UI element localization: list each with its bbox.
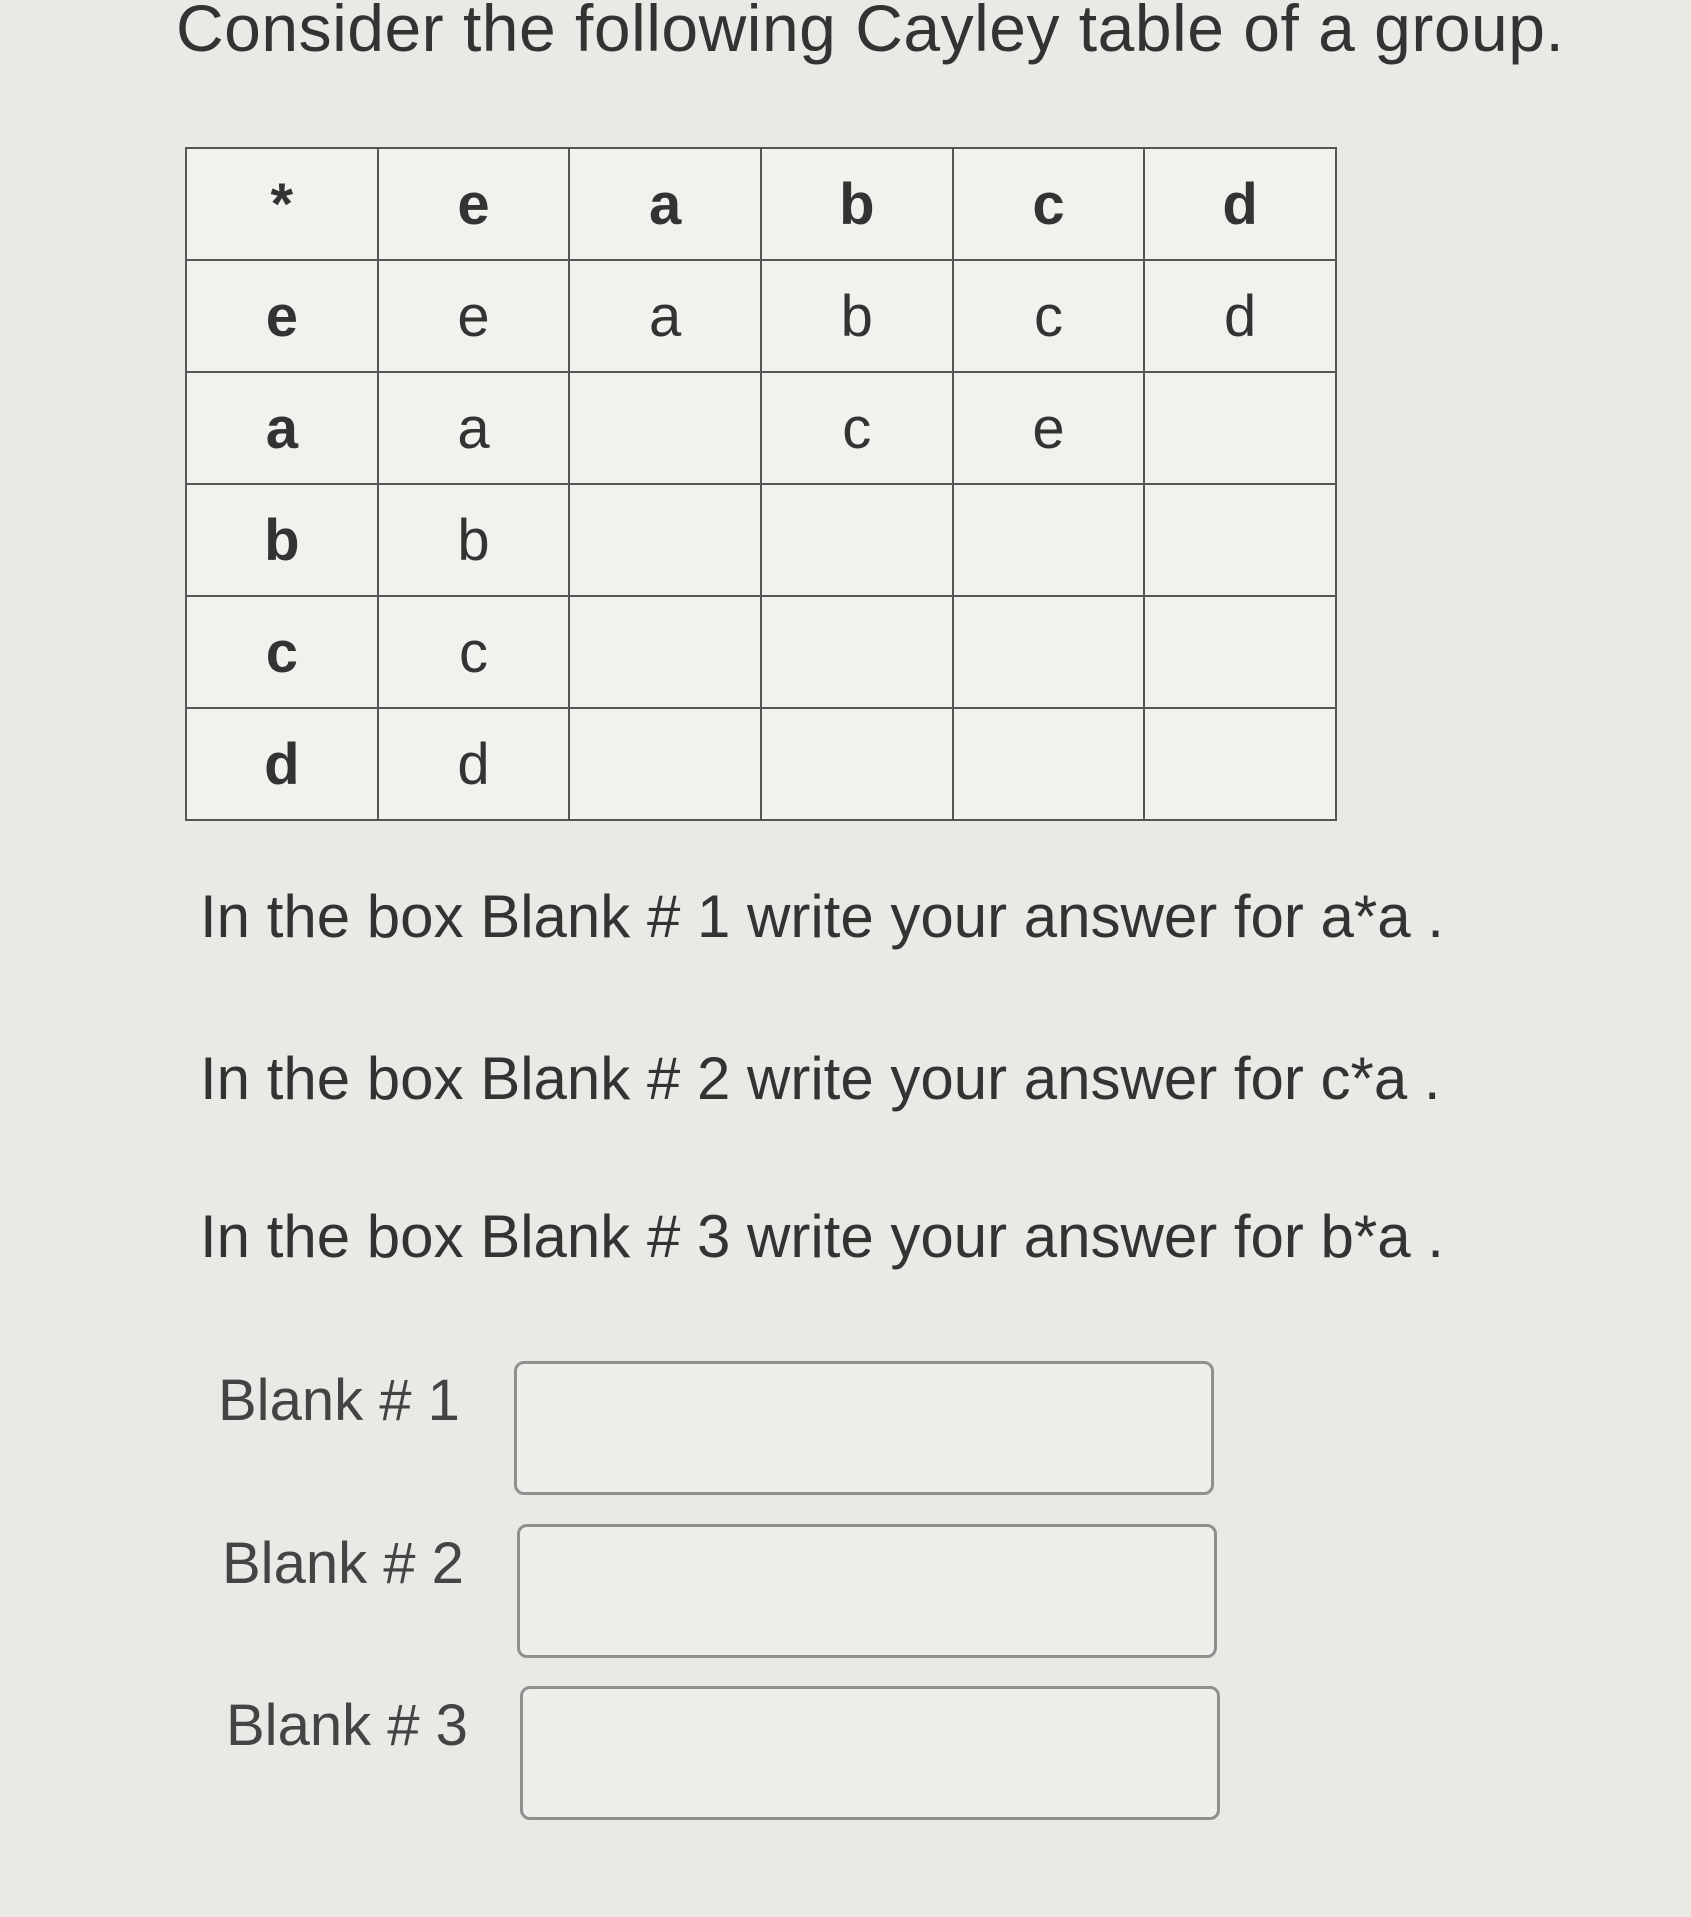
blank-2-label: Blank # 2 xyxy=(222,1531,464,1596)
table-cell: e xyxy=(378,260,570,372)
table-cell: c xyxy=(378,596,570,708)
table-cell-empty xyxy=(761,708,953,820)
blank-1-label: Blank # 1 xyxy=(218,1368,460,1433)
table-cell-empty xyxy=(761,596,953,708)
row-header-c: c xyxy=(186,596,378,708)
table-cell-empty xyxy=(569,372,761,484)
table-cell: d xyxy=(1144,260,1336,372)
operation-symbol-header: * xyxy=(186,148,378,260)
question-title: Consider the following Cayley table of a group. xyxy=(176,0,1565,65)
table-cell-empty xyxy=(761,484,953,596)
table-row-b xyxy=(186,484,1336,596)
table-cell-empty xyxy=(569,708,761,820)
table-cell: a xyxy=(378,372,570,484)
table-row-a xyxy=(186,372,1336,484)
column-header-c: c xyxy=(953,148,1145,260)
table-cell: c xyxy=(761,372,953,484)
table-cell-empty xyxy=(569,596,761,708)
table-row-c xyxy=(186,596,1336,708)
row-header-b: b xyxy=(186,484,378,596)
instruction-blank-3: In the box Blank # 3 write your answer for b*a . xyxy=(200,1203,1444,1270)
table-row-d xyxy=(186,708,1336,820)
table-row-e xyxy=(186,260,1336,372)
table-header-row xyxy=(186,148,1336,260)
row-header-a: a xyxy=(186,372,378,484)
blank-2-input[interactable] xyxy=(517,1524,1217,1658)
blank-1-input[interactable] xyxy=(514,1361,1214,1495)
column-header-e: e xyxy=(378,148,570,260)
table-cell-empty xyxy=(1144,484,1336,596)
column-header-b: b xyxy=(761,148,953,260)
blank-3-input[interactable] xyxy=(520,1686,1220,1820)
table-cell-empty xyxy=(953,596,1145,708)
table-cell: b xyxy=(378,484,570,596)
table-cell-empty xyxy=(953,708,1145,820)
instruction-blank-1: In the box Blank # 1 write your answer for a*a . xyxy=(200,883,1444,950)
cayley-table xyxy=(185,147,1337,821)
table-cell-empty xyxy=(569,484,761,596)
column-header-a: a xyxy=(569,148,761,260)
table-cell-empty xyxy=(1144,372,1336,484)
table-cell: e xyxy=(953,372,1145,484)
row-header-e: e xyxy=(186,260,378,372)
row-header-d: d xyxy=(186,708,378,820)
table-cell-empty xyxy=(953,484,1145,596)
table-cell: c xyxy=(953,260,1145,372)
column-header-d: d xyxy=(1144,148,1336,260)
table-cell-empty xyxy=(1144,708,1336,820)
instruction-blank-2: In the box Blank # 2 write your answer for c*a . xyxy=(200,1045,1441,1112)
blank-3-label: Blank # 3 xyxy=(226,1693,468,1758)
table-cell-empty xyxy=(1144,596,1336,708)
table-cell: b xyxy=(761,260,953,372)
table-cell: d xyxy=(378,708,570,820)
table-cell: a xyxy=(569,260,761,372)
